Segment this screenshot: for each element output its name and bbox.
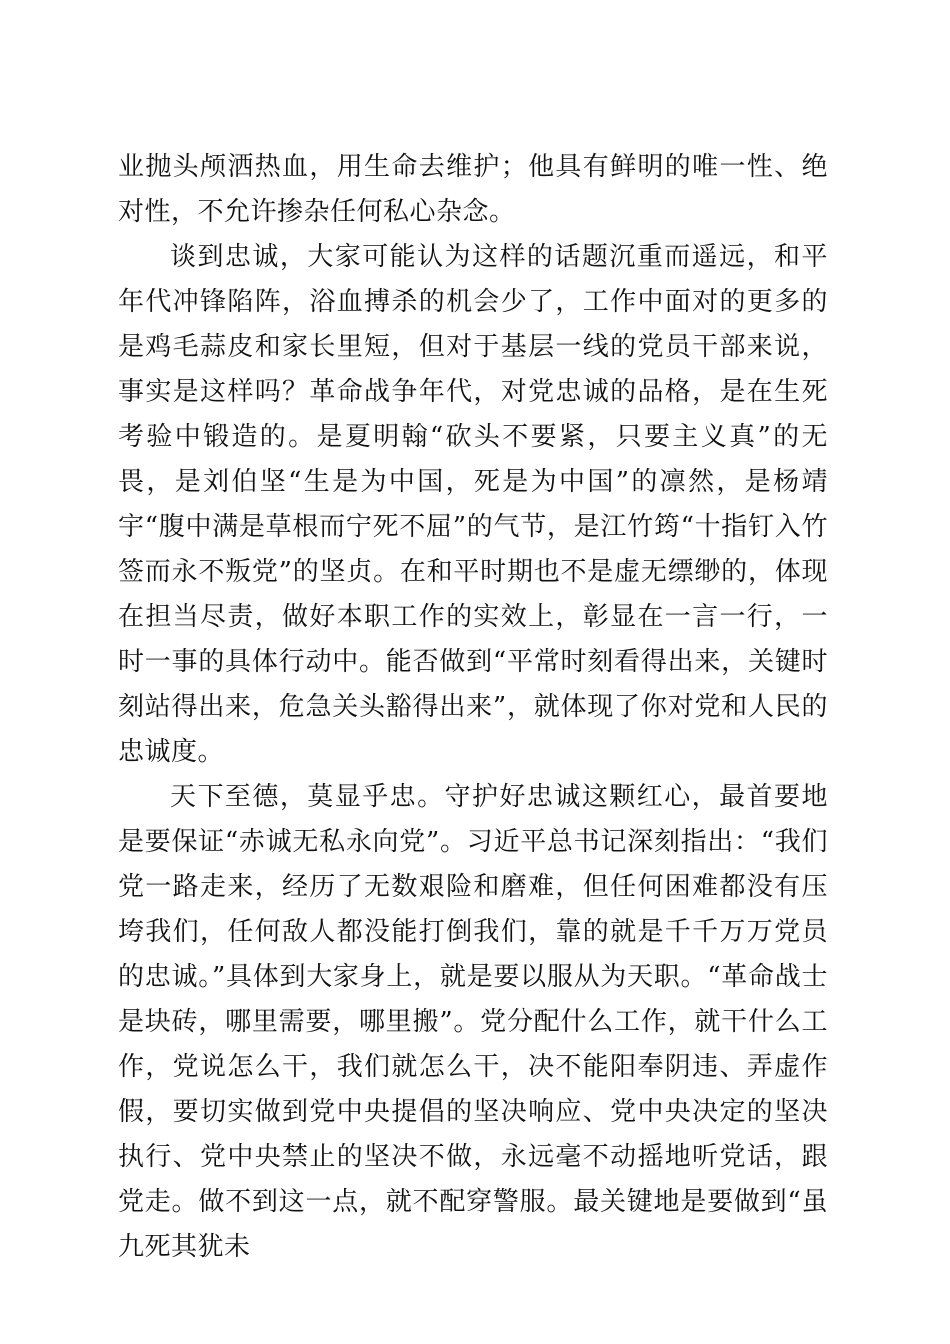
paragraph-1: 业抛头颅洒热血，用生命去维护；他具有鲜明的唯一性、绝对性，不允许掺杂任何私心杂念。: [118, 152, 828, 227]
document-body: [118, 145, 828, 1270]
paragraph-2: 谈到忠诚，大家可能认为这样的话题沉重而遥远，和平年代冲锋陷阵，浴血搏杀的机会少了，工作中面对的更多的是鸡毛蒜皮和家长里短，但对于基层一线的党员干部来说，事实是这样吗？革命战争年代，对党忠诚的品格，是在生死考验中锻造的。是夏明翰“砍头不要紧，只要主义真”的无畏，是刘伯坚“生是为中国，死是为中国”的凛然，是杨靖宇“腹中满是草根而宁死不屈”的气节，是江竹筠“十指钉入竹签而永不叛党”的坚贞。在和平时期也不是虚无缥缈的，体现在担当尽责，做好本职工作的实效上，彰显在一言一行，一时一事的具体行动中。能否做到“平常时刻看得出来，关键时刻站得出来，危急关头豁得出来”，就体现了你对党和人民的忠诚度。: [118, 242, 828, 767]
paragraph-3: 天下至德，莫显乎忠。守护好忠诚这颗红心，最首要地是要保证“赤诚无私永向党”。习近平总书记深刻指出：“我们党一路走来，经历了无数艰险和磨难，但任何困难都没有压垮我们，任何敌人都没能打倒我们，靠的就是千千万万党员的忠诚。”具体到大家身上，就是要以服从为天职。“革命战士是块砖，哪里需要，哪里搬”。党分配什么工作，就干什么工作，党说怎么干，我们就怎么干，决不能阳奉阴违、弄虚作假，要切实做到党中央提倡的坚决响应、党中央决定的坚决执行、党中央禁止的坚决不做，永远毫不动摇地听党话，跟党走。做不到这一点，就不配穿警服。最关键地是要做到“虽九死其犹未: [118, 782, 828, 1262]
